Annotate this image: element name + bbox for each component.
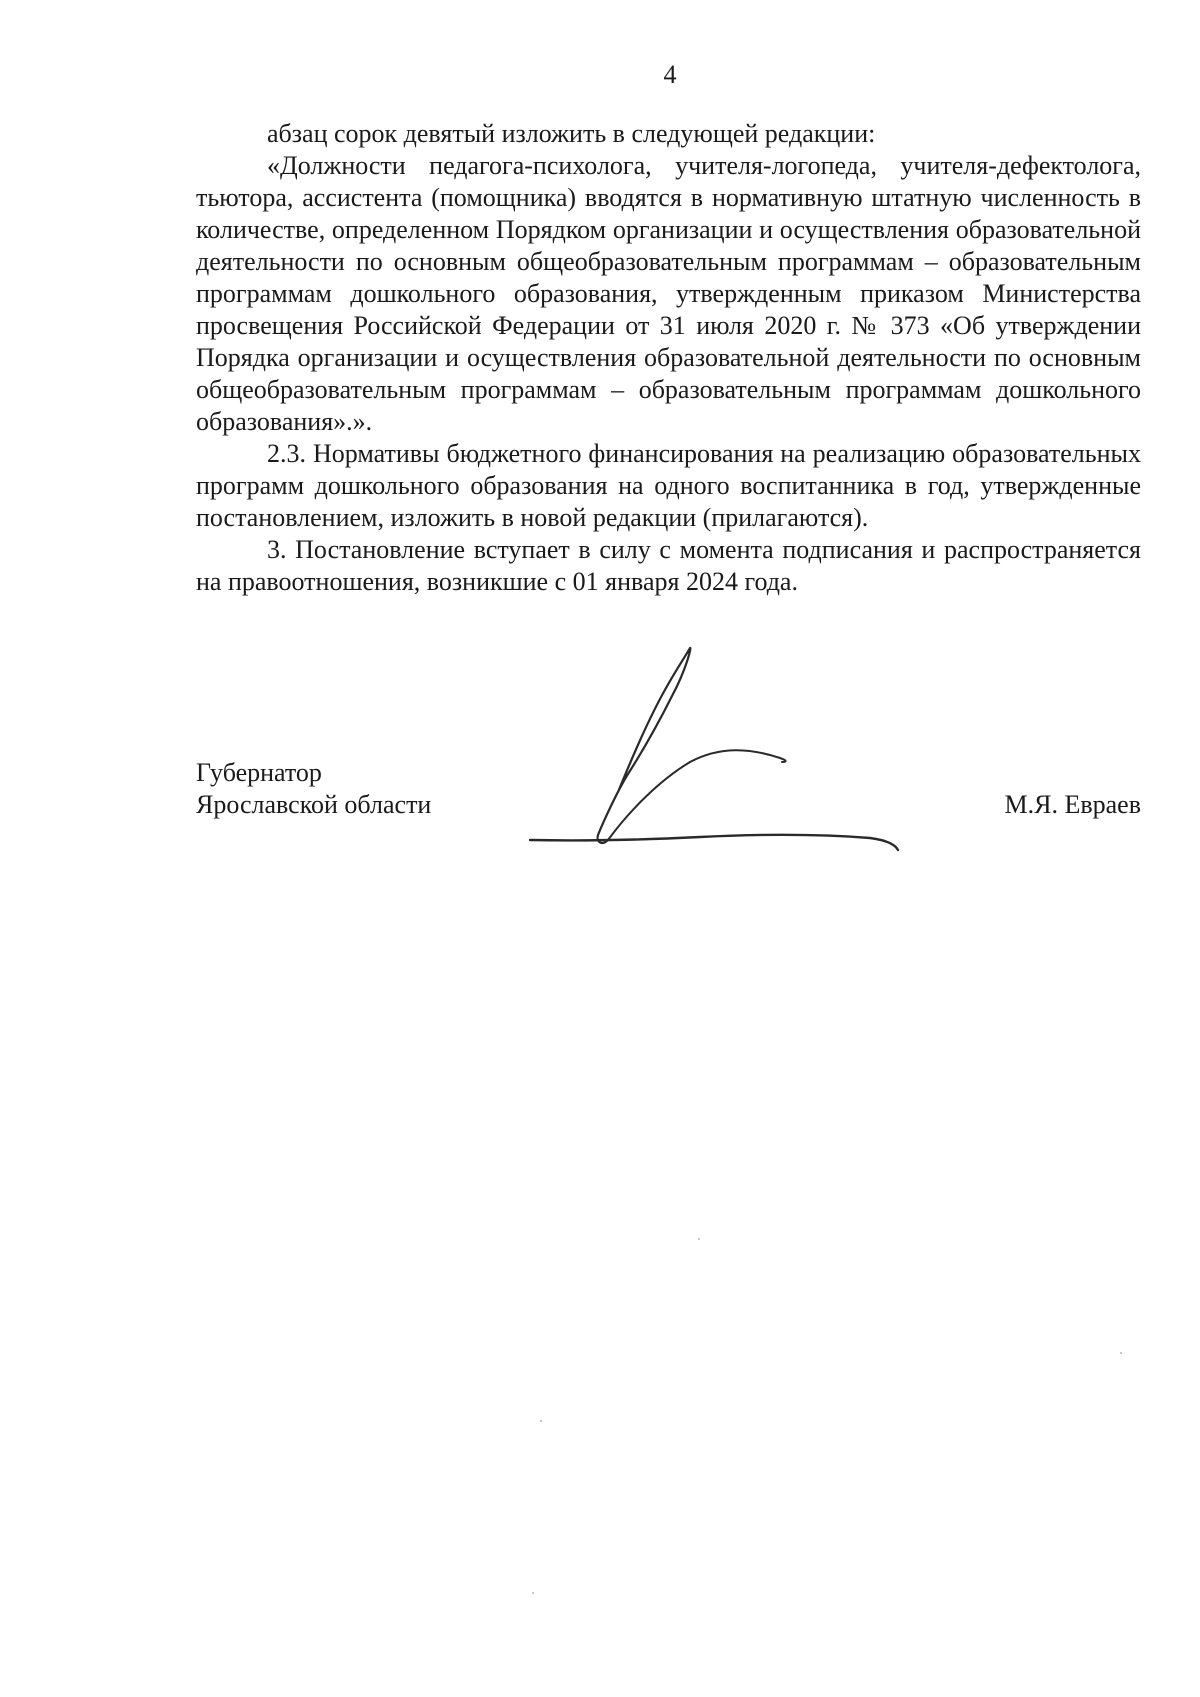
- page-number: 4: [663, 60, 677, 89]
- signatory-title-line-2: Ярославской области: [196, 790, 432, 819]
- signature-baseline-stroke: [530, 835, 898, 850]
- paragraph-2-3: 2.3. Нормативы бюджетного финансирования на реализацию образовательных программ дошкольного образования на одного воспитанника в год, утвержденные постановлением, изложить в новой редакции (прилагаются).: [196, 439, 1141, 532]
- scan-speck: [698, 1238, 700, 1240]
- document-body: [196, 118, 1141, 598]
- scan-speck: [532, 1592, 534, 1594]
- signatory-title-line-1: Губернатор: [196, 758, 322, 787]
- scan-speck: [540, 1420, 542, 1422]
- paragraph-intro: абзац сорок девятый изложить в следующей редакции:: [267, 119, 876, 148]
- paragraph-quote: «Должности педагога-психолога, учителя-логопеда, учителя-дефектолога, тьютора, ассистента (помощника) вводятся в нормативную штатную численность в количестве, определенном Порядком организации и осуществления образовательной деятельности по основным общеобразовательным программам – образовательным программам дошкольного образования, утвержденным приказом Министерства просвещения Российской Федерации от 31 июля 2020 г. № 373 «Об утверждении Порядка организации и осуществления образовательной деятельности по основным общеобразовательным программам – образовательным программам дошкольного образования».».: [196, 151, 1141, 436]
- handwritten-signature: [520, 640, 940, 860]
- signatory-name: М.Я. Евраев: [1004, 790, 1141, 819]
- signatory-title: [196, 757, 431, 821]
- signature-loop-stroke: [598, 648, 691, 843]
- paragraph-3: 3. Постановление вступает в силу с момента подписания и распространяется на правоотношения, возникшие с 01 января 2024 года.: [196, 535, 1141, 596]
- scan-speck: [1120, 1352, 1122, 1354]
